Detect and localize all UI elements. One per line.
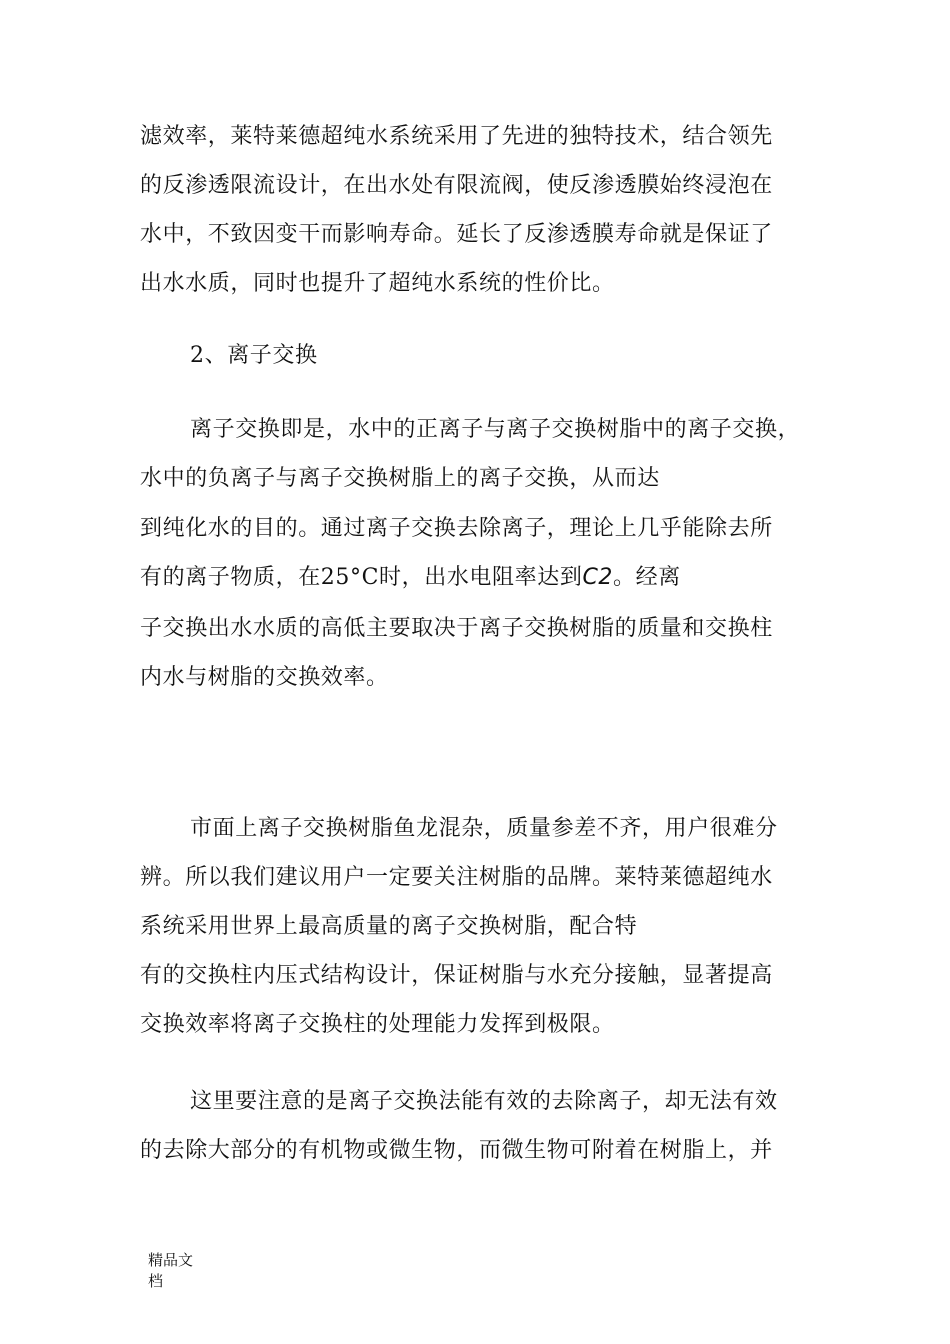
paragraph-line: 出水水质，同时也提升了超纯水系统的性价比。 [140, 271, 615, 296]
paragraph-line: 水中，不致因变干而影响寿命。延长了反渗透膜寿命就是保证了 [140, 222, 773, 247]
paragraph-line: 水中的负离子与离子交换树脂上的离子交换，从而达 [140, 466, 660, 491]
line-text: 有的离子物质，在25°C时，出水电阻率达到 [140, 565, 583, 590]
paragraph-line [140, 563, 681, 593]
paragraph-line: 的反渗透限流设计，在出水处有限流阀，使反渗透膜始终浸泡在 [140, 173, 773, 198]
footer-line: 精品文 [148, 1251, 194, 1269]
paragraph-line: 的去除大部分的有机物或微生物，而微生物可附着在树脂上，并 [140, 1138, 773, 1163]
resistivity-value: C2 [582, 565, 613, 590]
paragraph-line: 有的交换柱内压式结构设计，保证树脂与水充分接触，显著提高 [140, 963, 773, 988]
paragraph-line: 市面上离子交换树脂鱼龙混杂，质量参差不齐，用户很难分 [190, 816, 778, 841]
section-heading: 2、离子交换 [190, 343, 318, 368]
paragraph-line: 内水与树脂的交换效率。 [140, 665, 389, 690]
paragraph-line: 辨。所以我们建议用户一定要关注树脂的品牌。莱特莱德超纯水 [140, 865, 773, 890]
paragraph-line: 子交换出水水质的高低主要取决于离子交换树脂的质量和交换柱 [140, 616, 773, 641]
paragraph-line: 系统采用世界上最高质量的离子交换树脂，配合特 [140, 914, 638, 939]
paragraph-line: 滤效率，莱特莱德超纯水系统采用了先进的独特技术，结合领先 [140, 124, 773, 149]
paragraph-line: 离子交换即是，水中的正离子与离子交换树脂中的离子交换， [190, 417, 801, 442]
footer-line: 档 [148, 1272, 164, 1290]
paragraph-line: 交换效率将离子交换柱的处理能力发挥到极限。 [140, 1012, 615, 1037]
line-text: 。经离 [613, 565, 681, 590]
footer-watermark [148, 1250, 193, 1292]
paragraph-line: 这里要注意的是离子交换法能有效的去除离子，却无法有效 [190, 1089, 778, 1114]
paragraph-line: 到纯化水的目的。通过离子交换去除离子，理论上几乎能除去所 [140, 516, 773, 541]
